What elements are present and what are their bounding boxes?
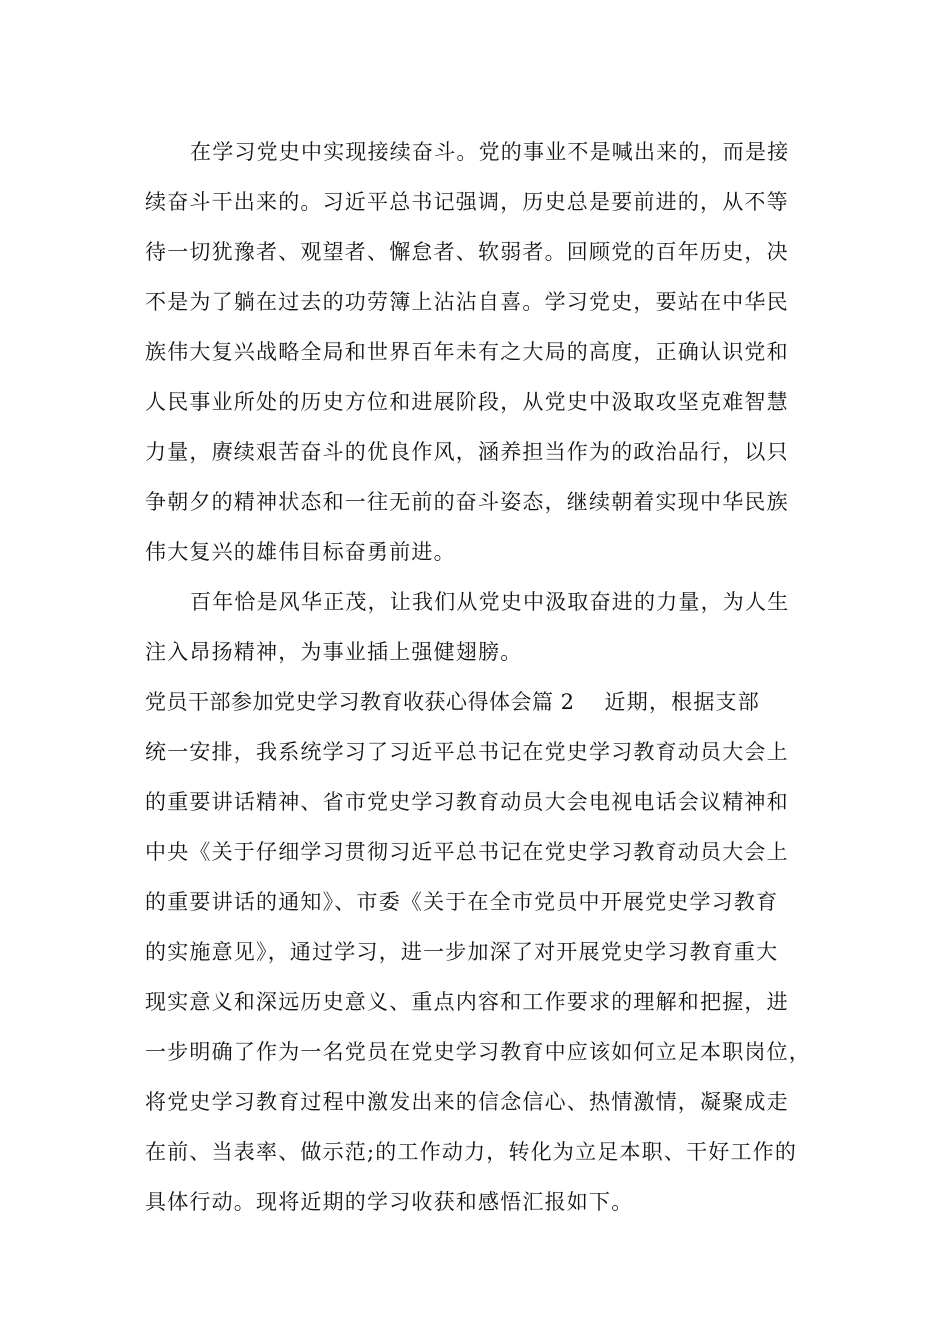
text-line: 在前、当表率、做示范;的工作动力，转化为立足本职、干好工作的	[145, 1140, 798, 1164]
text-line: 统一安排，我系统学习了习近平总书记在党史学习教育动员大会上	[145, 740, 789, 764]
text-line: 争朝夕的精神状态和一往无前的奋斗姿态，继续朝着实现中华民族	[145, 490, 789, 514]
text-line: 百年恰是风华正茂，让我们从党史中汲取奋进的力量，为人生	[190, 590, 790, 614]
text-line: 不是为了躺在过去的功劳簿上沾沾自喜。学习党史，要站在中华民	[145, 290, 789, 314]
text-line: 待一切犹豫者、观望者、懈怠者、软弱者。回顾党的百年历史，决	[145, 240, 789, 264]
text-line: 具体行动。现将近期的学习收获和感悟汇报如下。	[145, 1190, 634, 1214]
text-line: 的重要讲话的通知》、市委《关于在全市党员中开展党史学习教育	[145, 890, 779, 914]
text-line: 注入昂扬精神，为事业插上强健翅膀。	[145, 640, 523, 664]
text-line: 力量，赓续艰苦奋斗的优良作风，涵养担当作为的政治品行，以只	[145, 440, 789, 464]
text-line: 续奋斗干出来的。习近平总书记强调，历史总是要前进的，从不等	[145, 190, 789, 214]
section-heading-line	[145, 677, 815, 727]
text-line: 族伟大复兴战略全局和世界百年未有之大局的高度，正确认识党和	[145, 340, 789, 364]
text-line: 人民事业所处的历史方位和进展阶段，从党史中汲取攻坚克难智慧	[145, 390, 789, 414]
text-line: 现实意义和深远历史意义、重点内容和工作要求的理解和把握，进	[145, 990, 789, 1014]
text-line: 的实施意见》，通过学习，进一步加深了对开展党史学习教育重大	[145, 940, 779, 964]
text-line: 将党史学习教育过程中激发出来的信念信心、热情激情，凝聚成走	[145, 1090, 789, 1114]
text-run: 近期，根据支部	[604, 690, 760, 714]
text-line: 中央《关于仔细学习贯彻习近平总书记在党史学习教育动员大会上	[145, 840, 789, 864]
text-line: 伟大复兴的雄伟目标奋勇前进。	[145, 540, 456, 564]
section-heading: 党员干部参加党史学习教育收获心得体会篇 2	[145, 690, 575, 714]
text-line: 在学习党史中实现接续奋斗。党的事业不是喊出来的，而是接	[190, 140, 790, 164]
text-line: 的重要讲话精神、省市党史学习教育动员大会电视电话会议精神和	[145, 790, 789, 814]
text-line: 一步明确了作为一名党员在党史学习教育中应该如何立足本职岗位，	[145, 1040, 811, 1064]
